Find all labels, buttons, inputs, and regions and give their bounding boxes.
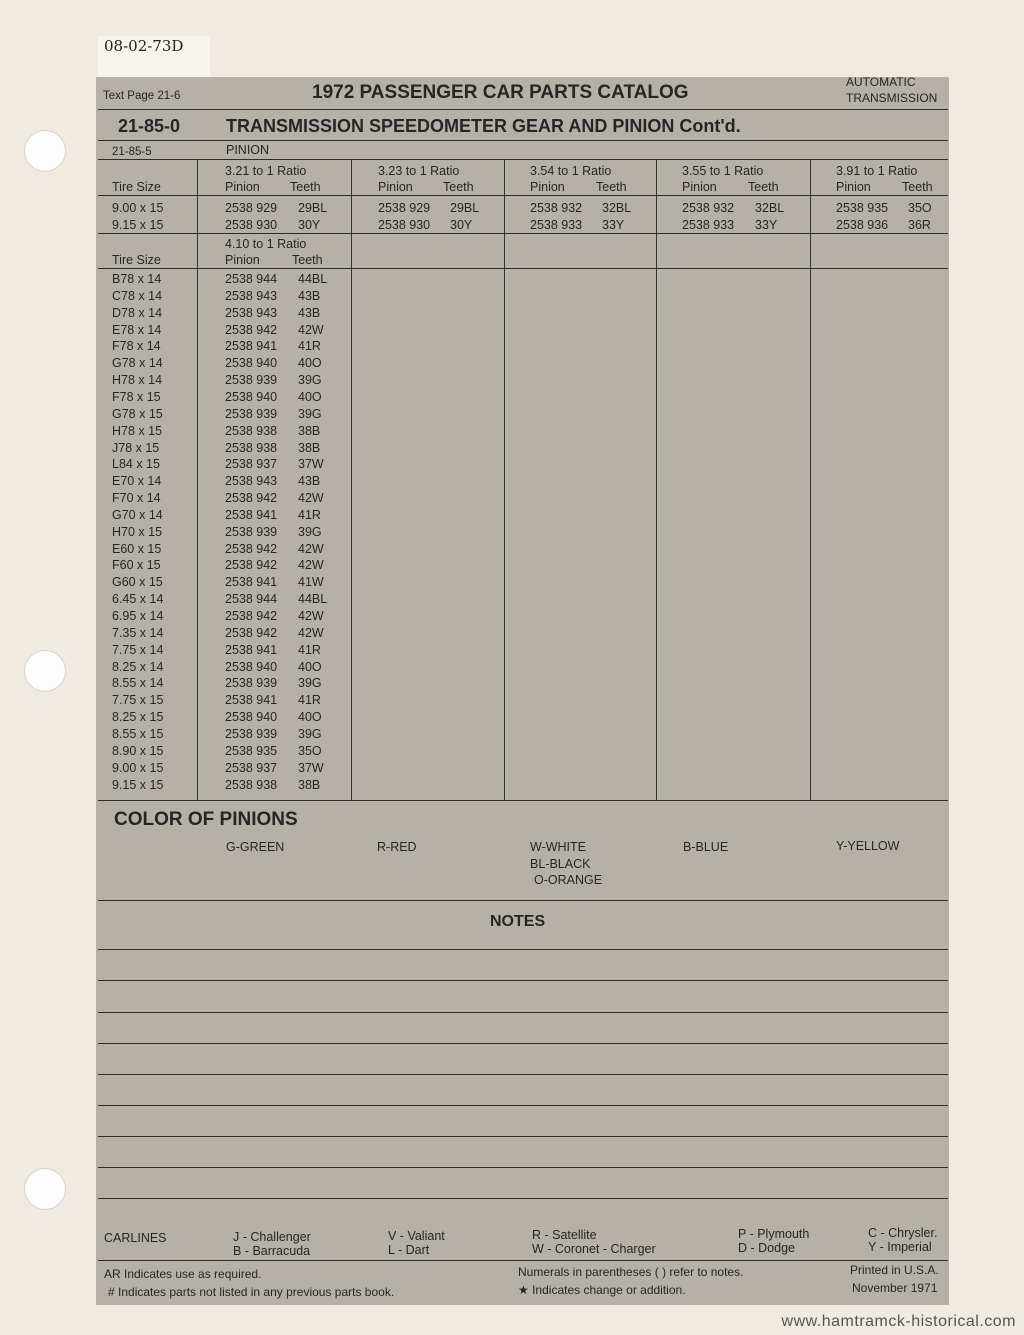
teeth-value: 40O (298, 710, 322, 724)
carline-entry: C - Chrysler. (868, 1226, 938, 1240)
part-number: 2538 938 (225, 441, 278, 455)
part-number: 2538 940 (225, 390, 278, 404)
color-yellow: Y-YELLOW (836, 839, 900, 853)
part-number: 2538 939 (225, 676, 278, 690)
tire-size: 8.55 x 15 (112, 727, 164, 741)
teeth-value: 40O (298, 356, 322, 370)
footer-ar: AR Indicates use as required. (104, 1267, 262, 1281)
note-line (98, 1074, 948, 1075)
tire-size: 8.25 x 15 (112, 710, 164, 724)
part-number: 2538 935 (225, 744, 278, 758)
note-line (98, 1043, 948, 1044)
part-number: 2538 936 (836, 218, 889, 232)
tire-size: 8.90 x 15 (112, 744, 164, 758)
carline-entry: V - Valiant (388, 1229, 445, 1243)
ratio-header: 3.91 to 1 Ratio (836, 164, 918, 178)
tire-size: C78 x 14 (112, 289, 163, 303)
teeth-value: 44BL (298, 592, 328, 606)
teeth-value: 32BL (602, 201, 632, 215)
tire-size: B78 x 14 (112, 272, 162, 286)
tire-size: E70 x 14 (112, 474, 162, 488)
ratio-header: 3.23 to 1 Ratio (378, 164, 460, 178)
tire-size: 9.15 x 15 (112, 218, 164, 232)
teeth-value: 30Y (298, 218, 321, 232)
teeth-header: Teeth (748, 180, 779, 194)
category-line-2: TRANSMISSION (846, 91, 938, 105)
part-number: 2538 937 (225, 761, 278, 775)
divider (98, 233, 948, 234)
teeth-value: 33Y (602, 218, 625, 232)
tire-size: L84 x 15 (112, 457, 160, 471)
teeth-value: 39G (298, 407, 322, 421)
teeth-value: 41R (298, 508, 321, 522)
part-number: 2538 941 (225, 575, 278, 589)
note-line (98, 980, 948, 981)
teeth-value: 40O (298, 390, 322, 404)
teeth-value: 39G (298, 373, 322, 387)
footer-star: ★ Indicates change or addition. (518, 1283, 686, 1297)
teeth-value: 39G (298, 676, 322, 690)
part-number: 2538 939 (225, 727, 278, 741)
teeth-value: 41R (298, 643, 321, 657)
binder-hole (24, 1168, 66, 1210)
part-number: 2538 943 (225, 289, 278, 303)
tire-size: 7.75 x 14 (112, 643, 164, 657)
notes-heading: NOTES (490, 913, 546, 930)
carline-entry: J - Challenger (233, 1230, 311, 1244)
teeth-value: 42W (298, 542, 324, 556)
carlines-label: CARLINES (104, 1231, 167, 1245)
tire-size-header: Tire Size (112, 180, 161, 194)
part-number: 2538 938 (225, 424, 278, 438)
pinion-header: Pinion (378, 180, 413, 194)
pinion-header: Pinion (530, 180, 565, 194)
tire-size: 9.15 x 15 (112, 778, 164, 792)
part-number: 2538 944 (225, 592, 278, 606)
carline-entry: P - Plymouth (738, 1227, 810, 1241)
teeth-value: 41W (298, 575, 324, 589)
divider (98, 1260, 948, 1261)
tire-size: 6.45 x 14 (112, 592, 164, 606)
teeth-value: 33Y (755, 218, 778, 232)
note-line (98, 949, 948, 950)
part-number: 2538 942 (225, 609, 278, 623)
tire-size: 9.00 x 15 (112, 761, 164, 775)
color-orange: O-ORANGE (534, 873, 603, 887)
tire-size: F78 x 14 (112, 339, 161, 353)
teeth-header: Teeth (596, 180, 627, 194)
tire-size: H78 x 15 (112, 424, 163, 438)
tire-size: H78 x 14 (112, 373, 163, 387)
color-black: BL-BLACK (530, 857, 591, 871)
teeth-value: 41R (298, 339, 321, 353)
color-green: G-GREEN (226, 840, 285, 854)
column-line (351, 160, 352, 800)
ratio-header: 3.54 to 1 Ratio (530, 164, 612, 178)
part-number: 2538 930 (225, 218, 278, 232)
column-line (504, 160, 505, 800)
teeth-value: 39G (298, 525, 322, 539)
part-number: 2538 942 (225, 491, 278, 505)
column-line (197, 160, 198, 800)
watermark: www.hamtramck-historical.com (781, 1313, 1016, 1330)
binder-hole (24, 130, 66, 172)
part-number: 2538 944 (225, 272, 278, 286)
carline-entry: R - Satellite (532, 1228, 597, 1242)
tire-size: G78 x 14 (112, 356, 163, 370)
teeth-value: 44BL (298, 272, 328, 286)
teeth-value: 43B (298, 474, 321, 488)
tire-size: G70 x 14 (112, 508, 163, 522)
tire-size: G78 x 15 (112, 407, 163, 421)
part-number: 2538 939 (225, 525, 278, 539)
ratio-header: 3.55 to 1 Ratio (682, 164, 764, 178)
note-line (98, 1198, 948, 1199)
part-number: 2538 935 (836, 201, 889, 215)
divider (98, 268, 948, 269)
footer-date: November 1971 (852, 1281, 938, 1295)
teeth-value: 29BL (298, 201, 328, 215)
teeth-value: 40O (298, 660, 322, 674)
color-heading: COLOR OF PINIONS (114, 809, 298, 830)
part-number: 2538 932 (682, 201, 735, 215)
part-number: 2538 942 (225, 626, 278, 640)
part-number: 2538 942 (225, 323, 278, 337)
teeth-value: 42W (298, 558, 324, 572)
part-number: 2538 940 (225, 710, 278, 724)
carline-entry: Y - Imperial (868, 1240, 932, 1254)
note-line (98, 1136, 948, 1137)
teeth-value: 38B (298, 441, 321, 455)
part-number: 2538 933 (682, 218, 735, 232)
teeth-header: Teeth (902, 180, 933, 194)
teeth-value: 35O (908, 201, 932, 215)
category-line-1: AUTOMATIC (846, 75, 916, 89)
section-title: TRANSMISSION SPEEDOMETER GEAR AND PINION Cont'd. (226, 116, 741, 136)
teeth-value: 38B (298, 778, 321, 792)
binder-hole (24, 650, 66, 692)
tire-size: 6.95 x 14 (112, 609, 164, 623)
text-page-ref: Text Page 21-6 (103, 90, 181, 102)
ratio-header: 4.10 to 1 Ratio (225, 237, 307, 251)
part-number: 2538 938 (225, 778, 278, 792)
date-stamp: 08-02-73D (98, 36, 210, 78)
tire-size: 7.75 x 15 (112, 693, 164, 707)
part-number: 2538 941 (225, 339, 278, 353)
pinion-header: Pinion (225, 180, 260, 194)
teeth-value: 43B (298, 306, 321, 320)
catalog-sheet (96, 77, 949, 1305)
color-blue: B-BLUE (683, 840, 729, 854)
divider (98, 900, 948, 901)
column-line (810, 160, 811, 800)
teeth-value: 42W (298, 626, 324, 640)
tire-size: D78 x 14 (112, 306, 163, 320)
teeth-value: 36R (908, 218, 931, 232)
part-number: 2538 929 (378, 201, 431, 215)
tire-size: E78 x 14 (112, 323, 162, 337)
color-white: W-WHITE (530, 840, 587, 854)
teeth-value: 38B (298, 424, 321, 438)
sub-label: PINION (226, 143, 270, 157)
part-number: 2538 942 (225, 558, 278, 572)
tire-size: 7.35 x 14 (112, 626, 164, 640)
part-number: 2538 942 (225, 542, 278, 556)
carline-entry: W - Coronet - Charger (532, 1242, 656, 1256)
ratio-header: 3.21 to 1 Ratio (225, 164, 307, 178)
teeth-value: 43B (298, 289, 321, 303)
section-number: 21-85-0 (118, 116, 181, 136)
teeth-header: Teeth (292, 253, 323, 267)
teeth-header: Teeth (443, 180, 474, 194)
pinion-header: Pinion (225, 253, 260, 267)
part-number: 2538 932 (530, 201, 583, 215)
teeth-value: 42W (298, 491, 324, 505)
note-line (98, 1167, 948, 1168)
tire-size: F60 x 15 (112, 558, 161, 572)
column-line (656, 160, 657, 800)
part-number: 2538 943 (225, 474, 278, 488)
tire-size: J78 x 15 (112, 441, 160, 455)
part-number: 2538 939 (225, 373, 278, 387)
teeth-value: 35O (298, 744, 322, 758)
tire-size: F78 x 15 (112, 390, 161, 404)
part-number: 2538 929 (225, 201, 278, 215)
tire-size-header: Tire Size (112, 253, 161, 267)
divider (98, 159, 948, 160)
part-number: 2538 930 (378, 218, 431, 232)
tire-size: 9.00 x 15 (112, 201, 164, 215)
note-line (98, 1105, 948, 1106)
part-number: 2538 933 (530, 218, 583, 232)
footer-printed: Printed in U.S.A. (850, 1263, 939, 1277)
teeth-value: 29BL (450, 201, 480, 215)
part-number: 2538 943 (225, 306, 278, 320)
tire-size: H70 x 15 (112, 525, 163, 539)
divider (98, 109, 948, 110)
tire-size: E60 x 15 (112, 542, 162, 556)
teeth-value: 39G (298, 727, 322, 741)
part-number: 2538 941 (225, 508, 278, 522)
note-line (98, 1012, 948, 1013)
teeth-value: 30Y (450, 218, 473, 232)
tire-size: 8.25 x 14 (112, 660, 164, 674)
page-title: 1972 PASSENGER CAR PARTS CATALOG (312, 82, 689, 103)
part-number: 2538 941 (225, 693, 278, 707)
tire-size: F70 x 14 (112, 491, 161, 505)
pinion-header: Pinion (682, 180, 717, 194)
carline-entry: L - Dart (388, 1243, 430, 1257)
sub-code: 21-85-5 (112, 146, 152, 158)
tire-size: G60 x 15 (112, 575, 163, 589)
part-number: 2538 941 (225, 643, 278, 657)
divider (98, 195, 948, 196)
teeth-value: 41R (298, 693, 321, 707)
color-red: R-RED (377, 840, 417, 854)
footer-numerals: Numerals in parentheses ( ) refer to notes. (518, 1265, 744, 1279)
footer-hash: # Indicates parts not listed in any previous parts book. (108, 1285, 395, 1299)
part-number: 2538 939 (225, 407, 278, 421)
teeth-value: 37W (298, 761, 324, 775)
teeth-value: 32BL (755, 201, 785, 215)
teeth-header: Teeth (290, 180, 321, 194)
carline-entry: D - Dodge (738, 1241, 795, 1255)
part-number: 2538 940 (225, 356, 278, 370)
carline-entry: B - Barracuda (233, 1244, 311, 1258)
part-number: 2538 940 (225, 660, 278, 674)
pinion-header: Pinion (836, 180, 871, 194)
tire-size: 8.55 x 14 (112, 676, 164, 690)
teeth-value: 42W (298, 323, 324, 337)
teeth-value: 37W (298, 457, 324, 471)
teeth-value: 42W (298, 609, 324, 623)
divider (98, 140, 948, 141)
divider (98, 800, 948, 801)
part-number: 2538 937 (225, 457, 278, 471)
